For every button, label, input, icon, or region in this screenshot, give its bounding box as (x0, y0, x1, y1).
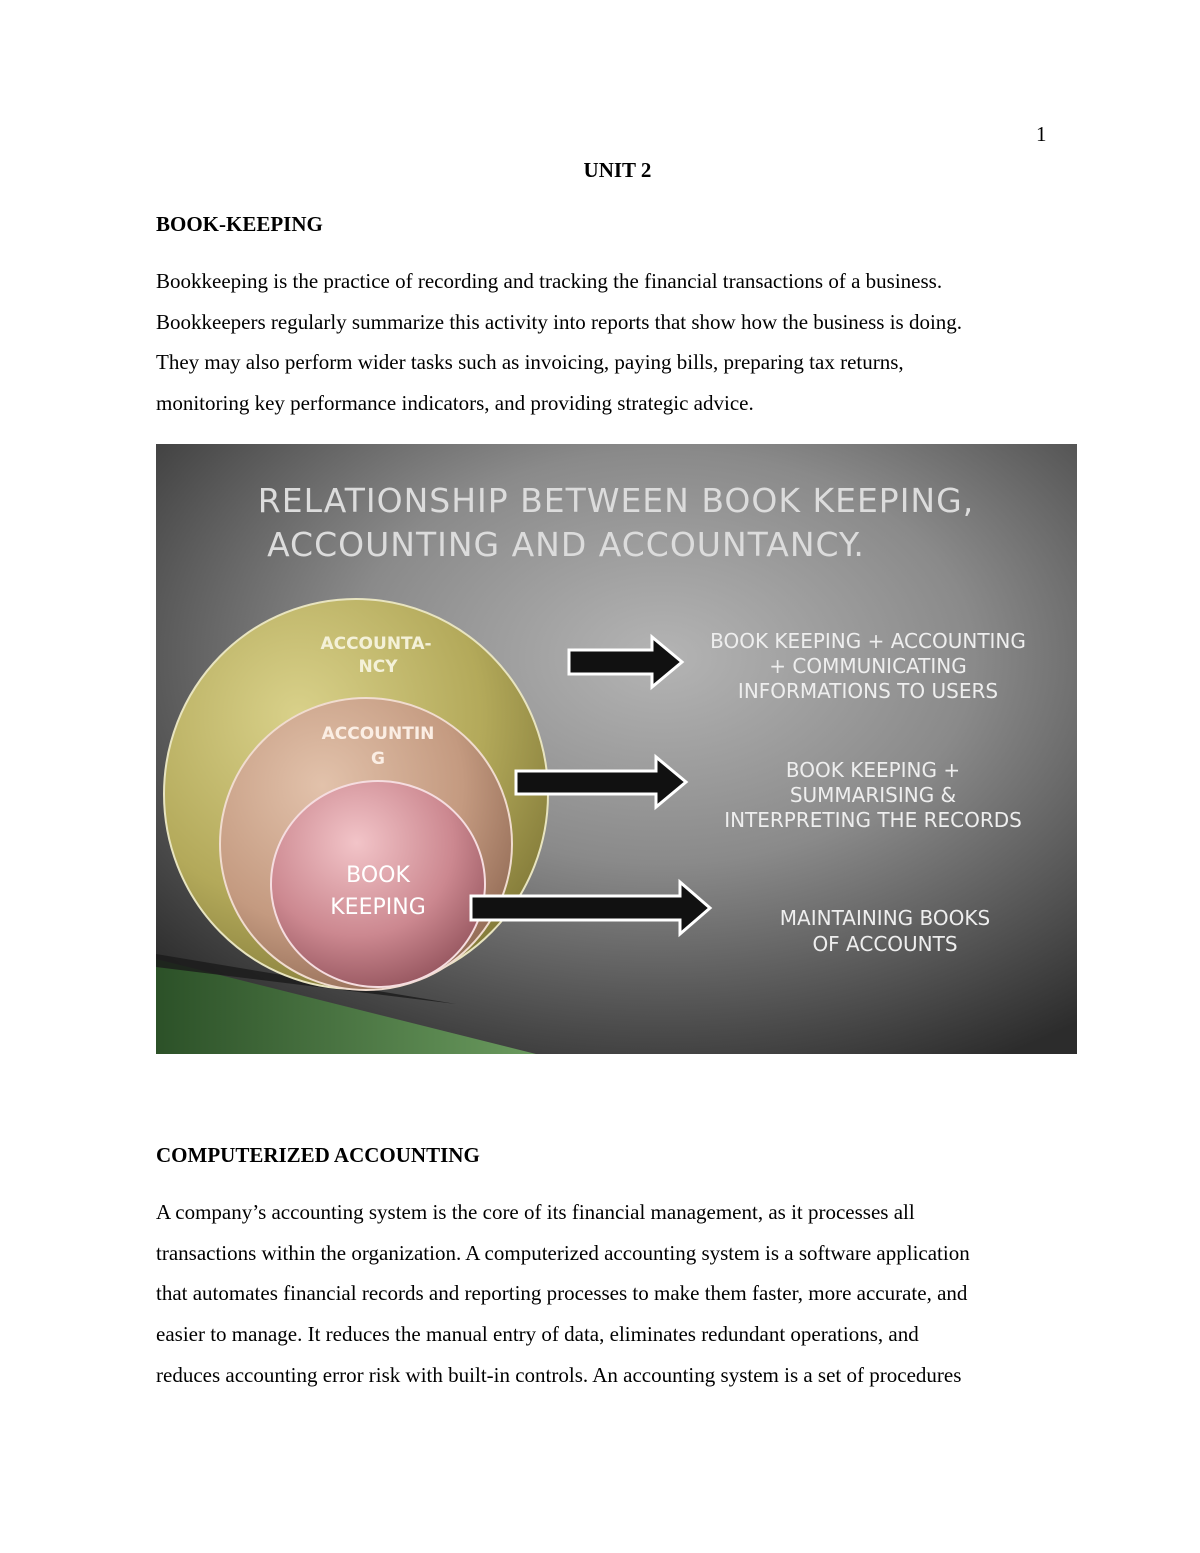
diagram-title-line1: RELATIONSHIP BETWEEN BOOK KEEPING, (257, 481, 975, 520)
paragraph-line: They may also perform wider tasks such as invoicing, paying bills, preparing tax returns, (156, 350, 904, 375)
paragraph-line: reduces accounting error risk with built-in controls. An accounting system is a set of procedures (156, 1362, 962, 1387)
bookkeeping-label-line2: KEEPING (330, 895, 426, 920)
page-number: 1 (1036, 122, 1047, 146)
bookkeeping-label-line1: BOOK (346, 863, 410, 888)
bookkeeping-description-line2: OF ACCOUNTS (812, 932, 958, 956)
accounting-label-line2: G (371, 749, 385, 769)
paragraph-line: monitoring key performance indicators, and providing strategic advice. (156, 391, 754, 416)
relationship-diagram (156, 444, 1077, 1054)
accountancy-description-line1: BOOK KEEPING + ACCOUNTING (710, 629, 1026, 653)
diagram-canvas (156, 444, 1077, 1054)
diagram-title-line2: ACCOUNTING AND ACCOUNTANCY. (267, 525, 865, 564)
accounting-label-line1: ACCOUNTIN (321, 724, 435, 744)
accountancy-label-line1: ACCOUNTA- (320, 634, 432, 654)
paragraph-line: easier to manage. It reduces the manual entry of data, eliminates redundant operations, and (156, 1322, 919, 1347)
unit-title: UNIT 2 (583, 158, 652, 182)
bookkeeping-description-line1: MAINTAINING BOOKS (779, 906, 991, 930)
computerized-paragraph (156, 1192, 1086, 1396)
paragraph-line: A company’s accounting system is the core of its financial management, as it processes all (156, 1200, 915, 1224)
bookkeeping-paragraph (156, 261, 1086, 424)
accounting-description-line3: INTERPRETING THE RECORDS (724, 808, 1022, 832)
paragraph-line: transactions within the organization. A computerized accounting system is a software application (156, 1240, 970, 1265)
computerized-heading: COMPUTERIZED ACCOUNTING (156, 1143, 480, 1167)
paragraph-line: Bookkeepers regularly summarize this activity into reports that show how the business is doing. (156, 309, 963, 334)
accounting-description-line2: SUMMARISING & (789, 783, 957, 807)
accountancy-label-line2: NCY (358, 657, 398, 677)
accounting-description-line1: BOOK KEEPING + (785, 758, 961, 782)
accountancy-description-line3: INFORMATIONS TO USERS (737, 679, 999, 703)
bookkeeping-heading: BOOK-KEEPING (156, 212, 323, 236)
paragraph-line: Bookkeeping is the practice of recording and tracking the financial transactions of a business. (156, 269, 943, 293)
paragraph-line: that automates financial records and reporting processes to make them faster, more accurate, and (156, 1281, 968, 1306)
accountancy-description-line2: + COMMUNICATING (769, 654, 967, 678)
